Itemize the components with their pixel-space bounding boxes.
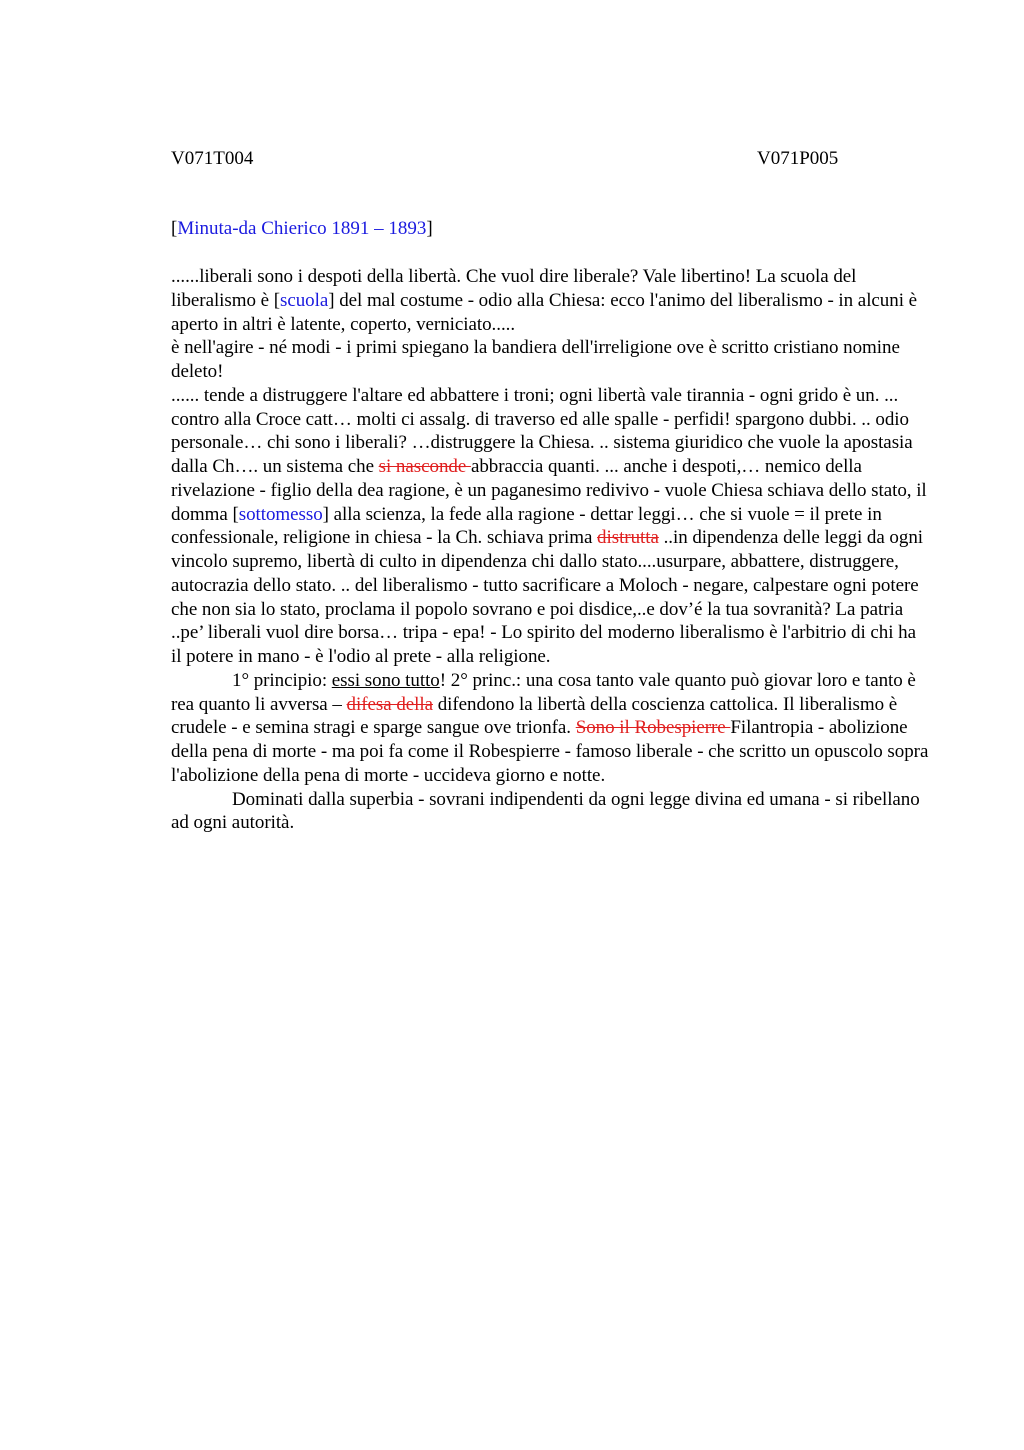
paragraph-3-text-d: ..in dipendenza delle leggi da ogni vincolo supremo, libertà di culto in dipendenza chi dallo stato....usurpare, abbattere, distruggere, autocrazia dello stato. .. del liberalismo - tutto sacrificare a Moloch - negare, calpestare ogni potere che non sia lo stato, proclama il popolo sovrano e poi disdice,..e dov’é la tua sovranità? La patria ..pe’ liberali vuol dire borsa… tripa - epa! - Lo spirito del moderno liberalismo è l'arbitrio di chi ha il potere in mano - è l'odio al prete - alla religione. [171,527,923,667]
title-bracket-open: [ [171,218,178,239]
deleted-text: difesa della [346,693,433,715]
paragraph-3-text-b: abbraccia quanti. ... anche i despoti,… nemico della rivelazione - figlio della dea ragione, è un paganesimo redivivo - vuole Chiesa schiava dello stato, il domma [ [171,456,927,525]
document-code-right: V071P005 [757,148,839,169]
paragraph-4 [171,669,931,788]
document-code-left: V071T004 [171,148,254,169]
title-text: Minuta-da Chierico 1891 – 1893 [177,218,427,239]
deleted-text: si nasconde [378,456,471,477]
paragraph-1 [171,265,931,336]
paragraph-3-text-c: ] alla scienza, la fede alla ragione - dettar leggi… che si vuole = il prete in confessionale, religione in chiesa - la Ch. schiava prima [171,503,882,549]
editorial-insert: scuola [280,289,329,311]
paragraph-1-text-c: ] del mal costume - odio alla Chiesa: ecco l'animo del liberalismo - in alcuni è aperto in altri è latente, coperto, verniciato..... [171,289,918,335]
deleted-text: Sono il Robespierre [575,717,731,739]
document-body [171,265,931,835]
paragraph-4-text-d: Filantropia - abolizione della pena di morte - ma poi fa come il Robespierre - famoso liberale - che scritto un opuscolo sopra l'abolizione della pena di morte - uccideva giorno e notte. [171,717,929,786]
paragraph-5 [171,788,931,836]
paragraph-2 [171,336,931,384]
paragraph-4-text-a: 1° principio: [232,669,332,691]
paragraph-3-text-a: ...... tende a distruggere l'altare ed abbattere i troni; ogni libertà vale tirannia - ogni grido è un. ... contro alla Croce catt… molti ci assalg. di traverso ed alle spalle - perfidi! spargono dubbi. .. odio personale… chi sono i liberali? …distruggere la Chiesa. .. sistema giuridico che vuole la apostasia dalla Ch…. un sistema che [171,384,913,477]
paragraph-4-text-c: difendono la libertà della coscienza cattolica. Il liberalismo è crudele - e semina stragi e sparge sangue ove trionfa. [171,693,898,739]
title-bracket-close: ] [426,218,433,239]
paragraph-4-text-b: ! 2° princ.: una cosa tanto vale quanto può giovar loro e tanto è rea quanto li avversa – [171,669,916,715]
paragraph-2-text: è nell'agire - né modi - i primi spiegano la bandiera dell'irreligione ove è scritto cristiano nomine deleto! [171,337,900,382]
paragraph-3 [171,384,931,669]
editorial-insert: sottomesso [238,503,323,525]
document-title [171,216,433,242]
paragraph-5-text: Dominati dalla superbia - sovrani indipendenti da ogni legge divina ed umana - si ribellano ad ogni autorità. [171,788,920,834]
deleted-text: distrutta [597,527,659,549]
paragraph-1-text-a: ......liberali sono i despoti della libertà. Che vuol dire liberale? Vale libertino! La scuola del liberalismo è [ [171,266,857,311]
underlined-text: essi sono tutto [331,669,440,691]
page-header [171,146,851,172]
